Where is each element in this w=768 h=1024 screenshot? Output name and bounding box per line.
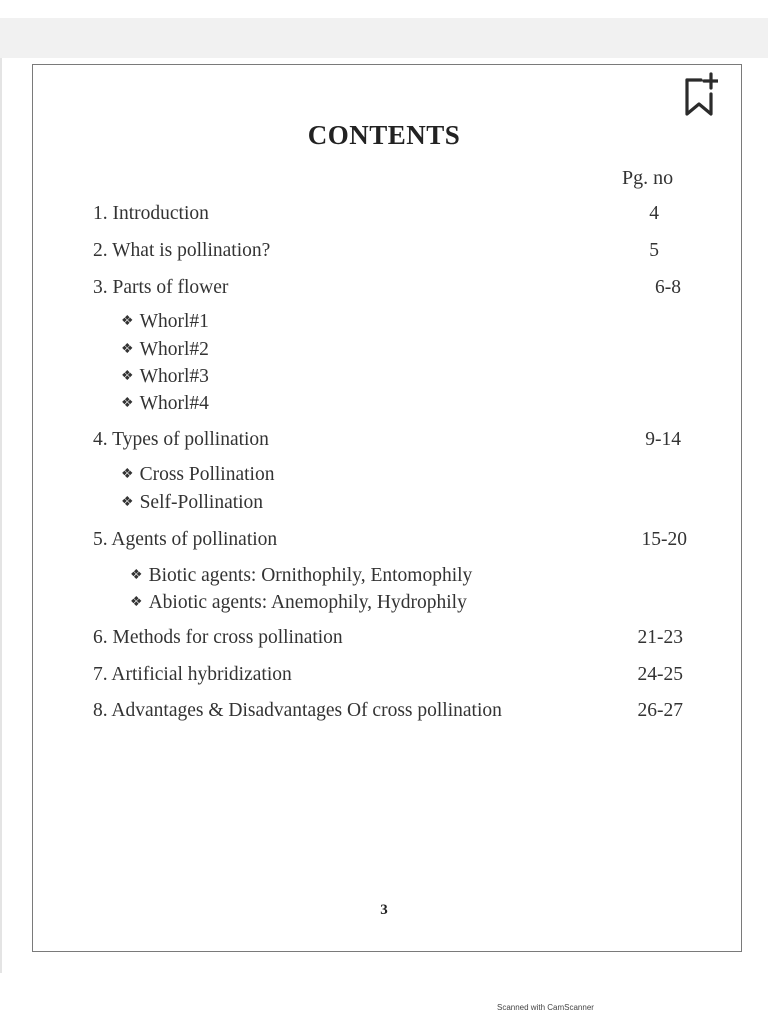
toc-subitem[interactable]: ❖ Abiotic agents: Anemophily, Hydrophily	[130, 592, 467, 613]
diamond-bullet-icon: ❖	[121, 342, 134, 357]
toc-entry-label: 4. Types of pollination	[93, 429, 269, 450]
toc-entry-page: 9-14	[645, 429, 681, 450]
toc-entry-label: 5. Agents of pollination	[93, 529, 278, 550]
toc-entry-page: 5	[649, 240, 659, 261]
toc-entry-label: 8. Advantages & Disadvantages Of cross pollination	[93, 700, 502, 721]
toc-entry-page: 4	[649, 203, 659, 224]
bookmark-add-icon[interactable]	[682, 72, 718, 118]
toc-entry-page: 15-20	[641, 529, 687, 550]
diamond-bullet-icon: ❖	[121, 467, 134, 482]
toc-entry-page: 6-8	[655, 277, 681, 298]
diamond-bullet-icon: ❖	[121, 396, 134, 411]
top-band	[0, 18, 768, 58]
contents-title: CONTENTS	[307, 120, 461, 150]
toc-subitem[interactable]: ❖ Whorl#4	[121, 393, 209, 414]
toc-entry-label: 6. Methods for cross pollination	[93, 627, 343, 648]
diamond-bullet-icon: ❖	[130, 568, 143, 583]
toc-entry-label: 3. Parts of flower	[93, 277, 229, 298]
left-edge	[0, 58, 2, 973]
toc-entry-label: 7. Artificial hybridization	[93, 664, 292, 685]
toc-subitem[interactable]: ❖ Whorl#2	[121, 339, 209, 360]
toc-subitem[interactable]: ❖ Self-Pollination	[121, 492, 264, 513]
toc-entry-label: 1. Introduction	[93, 203, 209, 224]
toc-subitem[interactable]: ❖ Whorl#3	[121, 366, 209, 387]
diamond-bullet-icon: ❖	[130, 595, 143, 610]
toc-entry-page: 21-23	[637, 627, 683, 648]
toc-subitem[interactable]: ❖ Whorl#1	[121, 311, 209, 332]
page-number: 3	[380, 902, 388, 918]
toc-entry-page: 24-25	[637, 664, 683, 685]
toc-entry-page: 26-27	[637, 700, 683, 721]
toc-subitem[interactable]: ❖ Cross Pollination	[121, 464, 275, 485]
toc-subitem[interactable]: ❖ Biotic agents: Ornithophily, Entomophily	[130, 565, 473, 586]
diamond-bullet-icon: ❖	[121, 314, 134, 329]
toc-entry-label: 2. What is pollination?	[93, 240, 271, 261]
scan-footer: Scanned with CamScanner	[497, 1003, 594, 1012]
page-column-header: Pg. no	[622, 167, 674, 189]
diamond-bullet-icon: ❖	[121, 495, 134, 510]
diamond-bullet-icon: ❖	[121, 369, 134, 384]
